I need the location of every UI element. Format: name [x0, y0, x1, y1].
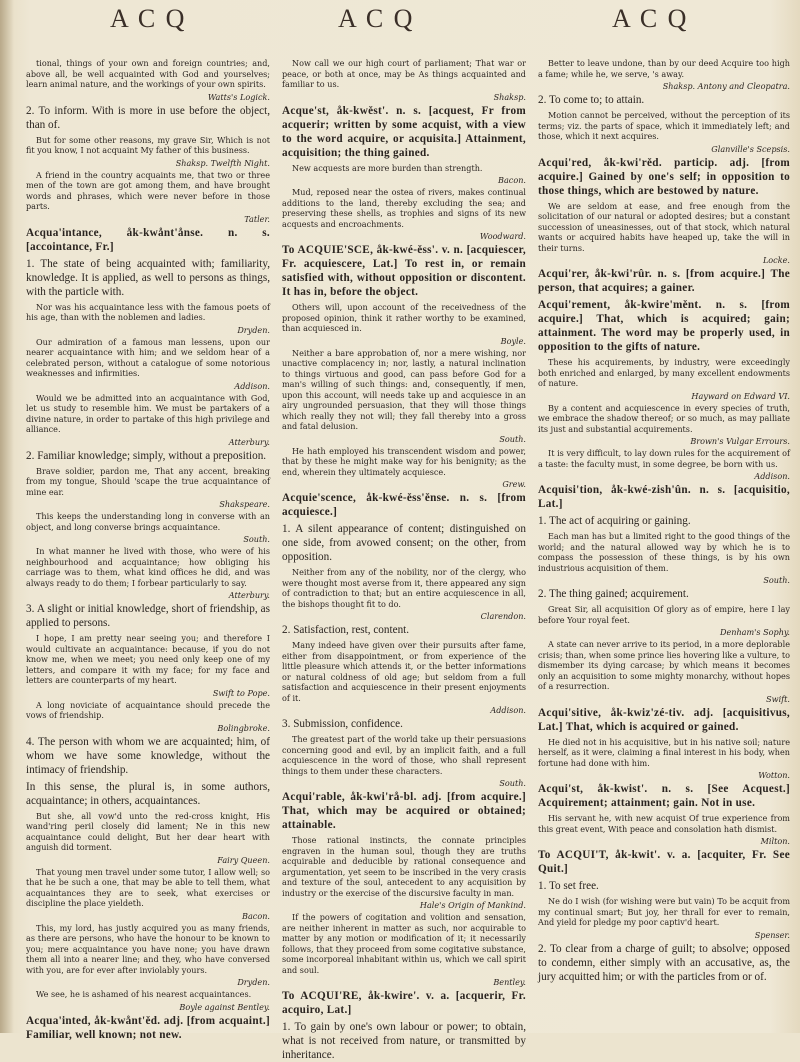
quotation-source: Brown's Vulgar Errours.	[690, 436, 790, 446]
running-head-center: A C Q	[338, 4, 415, 33]
quotation-source: South.	[499, 433, 526, 444]
quotation: Neither a bare approbation of, nor a mere wishing, nor unactive complacency in; nor, lastly, a natural inclination to things virtuous and good, can pass before God for a man's willing of such things: and, consequently, if men, upon this account, will needs take up and acquiesce in an airy ungrounded persuasion, that they will those things which really they not will; they fall thereby into a gross and fatal delusion.	[282, 347, 526, 431]
quotation: A long noviciate of acquaintance should precede the vows of friendship.	[26, 699, 270, 720]
spine-shadow	[0, 0, 14, 1033]
definition: 2. To come to; to attain.	[538, 94, 645, 106]
quotation-source: South.	[763, 575, 790, 585]
definition: 2. Familiar knowledge; simply, without a preposition.	[26, 449, 267, 462]
headword-entry: Acqui'rer, åk-kwi'rûr. n. s. [from acquire.] The person, that acquires; a gainer.	[538, 268, 790, 294]
quotation-source: Dryden.	[237, 977, 270, 987]
quotation-source: Atterbury.	[228, 436, 270, 447]
quotation-source: Bolingbroke.	[217, 722, 270, 733]
quotation: Our admiration of a famous man lessens, upon our nearer acquaintance with him; and we seldom hear of a celebrated person, without a catalogue of some notorious weaknesses and infirmities.	[26, 336, 270, 378]
quotation-source: Fairy Queen.	[217, 854, 270, 865]
quotation-source: Atterbury.	[228, 590, 270, 600]
quotation-source: Shaksp.	[493, 91, 526, 102]
quotation-source: Bentley.	[493, 977, 526, 987]
quotation: A state can never arrive to its period, in a more deplorable crisis; than, when some prince lies hovering like a vulture, to dismember its dying carcase; by which means it becomes only an acquisition to some mighty monarchy, without hopes of a resurrection.	[538, 639, 790, 691]
quotation-source: South.	[499, 778, 526, 788]
quotation-source: Spenser.	[754, 929, 790, 940]
definition: 1. To gain by one's own labour or power; to obtain, what is not received from nature, or transmitted by inheritance.	[282, 1021, 526, 1061]
quotation: He died not in his acquisitive, but in his native soil; nature herself, as it were, claiming a final interest in his body, when fortune had done with him.	[538, 736, 790, 768]
quotation-source: Wotton.	[758, 770, 790, 780]
quotation: Neither from any of the nobility, nor of the clergy, who were thought most averse from it, there appeared any sign of contradiction to that; but an entire acquiescence in all, the bishops thought fit to do.	[282, 567, 526, 609]
quotation-source: Shaksp. Twelfth Night.	[175, 157, 270, 168]
headword-entry: To ACQUI'T, åk-kwit'. v. a. [acquiter, Fr. See Quit.]	[538, 849, 790, 875]
quotation: He hath employed his transcendent wisdom and power, that by these he might make way for his benignity; as the end, wherein they ultimately acquiesce.	[282, 445, 526, 477]
quotation-source: Swift to Pope.	[212, 687, 270, 698]
quotation: Those rational instincts, the connate principles engraven in the human soul, though they are truths acquirable and deducible by rational consequence and argumentation, yet seem to be inscribed in the very crasis and texture of the soul, antecedent to any acquisition by industry or the exercise of the discursive faculty in man.	[282, 835, 526, 898]
quotation: We see, he is ashamed of his nearest acquaintances.	[36, 989, 252, 999]
quotation: If the powers of cogitation and volition and sensation, are neither inherent in matter as such, nor acquirable to matter by any motion or modification of it; it necessarily follows, that they proceed from some cogitative substance, some incorporeal inhabitant within us, which we call spirit and soul.	[282, 912, 526, 975]
headword-entry: Acquie'scence, åk-kwé-ěss'ěnse. n. s. [from acquiesce.]	[282, 492, 526, 518]
running-head-right: A C Q	[612, 4, 689, 33]
definition: 3. Submission, confidence.	[282, 718, 403, 730]
quotation-source: Swift.	[766, 693, 790, 704]
headword-entry: Acqui'rement, åk-kwire'měnt. n. s. [from acquire.] That, which is acquired; gain; attainment. The word may be properly used, in opposition to the gifts of nature.	[538, 299, 790, 353]
quotation: But she, all vow'd unto the red-cross knight, His wand'ring peril closely did lament; Ne in this new acquaintance could delight, But her dear heart with anguish did torment.	[26, 810, 270, 852]
quotation-source: Denham's Sophy.	[719, 627, 790, 637]
running-head-left: A C Q	[110, 4, 187, 33]
quotation: That young men travel under some tutor, I allow well; so that he be such a one, that may be able to tell them, what acquaintances they are to seek, what exercises or discipline the place yieldeth.	[26, 866, 270, 908]
quotation-source: Bacon.	[242, 910, 270, 921]
quotation: Others will, upon account of the receivedness of the proposed opinion, think it rather worthy to be examined, than acquiesced in.	[282, 302, 526, 333]
headword-entry: To ACQUIE'SCE, åk-kwé-ěss'. v. n. [acquiescer, Fr. acquiescere, Lat.] To rest in, or remain satisfied with, without opposition or discontent. It has in, before the object.	[282, 244, 526, 298]
quotation-source: Shaksp. Antony and Cleopatra.	[662, 81, 790, 91]
quotation-source: Watts's Logick.	[207, 91, 270, 102]
definition: 2. To inform. With is more in use before the object, than of.	[26, 104, 270, 131]
definition: 1. A silent appearance of content; distinguished on one side, from avowed consent; on the other, from opposition.	[282, 523, 526, 563]
quotation: By a content and acquiescence in every species of truth, we embrace the shadow thereof; or so much, as may palliate its just and substantial acquirements.	[538, 402, 790, 434]
headword-entry: Acqua'inted, åk-kwånt'ěd. adj. [from acquaint.] Familiar, well known; not new.	[26, 1014, 270, 1041]
quotation-source: South.	[243, 534, 270, 544]
quotation: In what manner he lived with those, who were of his neighbourhood and acquaintance; how obliging his carriage was to them, what kind offices he did, and was always ready to do them; I forbear particularly to say.	[26, 546, 270, 588]
definition: 2. The thing gained; acquirement.	[538, 588, 689, 600]
quotation: Brave soldier, pardon me, That any accent, breaking from my tongue, Should 'scape the true acquaintance of mine ear.	[26, 465, 270, 497]
column-right	[538, 58, 790, 1026]
column-left	[26, 58, 270, 1041]
quotation-source: Boyle against Bentley.	[179, 1001, 270, 1012]
quotation: It is very difficult, to lay down rules for the acquirement of a taste: the faculty must, in some degree, be born with us.	[538, 448, 790, 469]
quotation-source: Addison.	[754, 471, 790, 481]
quotation: We are seldom at ease, and free enough from the solicitation of our natural or adopted desires; but a constant succession of uneasinesses, out of that stock, which natural wants or acquired habits have heaped up, take the will in their turns.	[538, 200, 790, 253]
quotation-source: Dryden.	[237, 324, 270, 335]
headword-entry: Acqua'intance, åk-kwånt'ånse. n. s. [accointance, Fr.]	[26, 226, 270, 253]
headword-entry: Acqui'sitive, åk-kwiz'zé-tiv. adj. [acquisitivus, Lat.] That, which is acquired or gained.	[538, 706, 790, 733]
headword-entry: To ACQUI'RE, åk-kwire'. v. a. [acquerir, Fr. acquiro, Lat.]	[282, 990, 526, 1016]
quotation-source: Addison.	[234, 380, 270, 391]
headword-entry: Acqui'red, åk-kwi'rěd. particip. adj. [from acquire.] Gained by one's self; in opposition to those things, which are bestowed by nature.	[538, 156, 790, 197]
quotation-source: Hale's Origin of Mankind.	[419, 900, 526, 910]
definition: 3. A slight or initial knowledge, short of friendship, as applied to persons.	[26, 603, 270, 629]
headword-entry: Acque'st, åk-kwěst'. n. s. [acquest, Fr from acquerir; written by some acquist, with a view to the word acquire, or acquisita.] Attainment, acquisition; the thing gained.	[282, 104, 526, 159]
quotation: A friend in the country acquaints me, that two or three men of the town are got among them, and have brought words and phrases, which were never before in those parts.	[26, 169, 270, 211]
quotation: This, my lord, has justly acquired you as many friends, as there are persons, who have the honour to be known to you; mere acquaintance you have none; you have drawn them all into a nearer line; and they, who have conversed with you, are for ever after inviolably yours.	[26, 922, 270, 975]
quotation-source: Addison.	[490, 705, 526, 715]
quotation-source: Hayward on Edward VI.	[691, 390, 790, 401]
definition: 1. To set free.	[538, 880, 599, 892]
column-middle	[282, 58, 526, 1061]
headword-entry: Acqui'st, åk-kwist'. n. s. [See Acquest.] Acquirement; attainment; gain. Not in use.	[538, 783, 790, 809]
quotation-source: Bacon.	[498, 175, 526, 185]
quotation-source: Locke.	[762, 255, 790, 265]
headword-entry: Acquisi'tion, åk-kwé-zish'ûn. n. s. [acquisitio, Lat.]	[538, 484, 790, 510]
quotation: His servant he, with new acquist Of true experience from this great event, With peace and consolation hath dismist.	[538, 813, 790, 834]
headword-entry: Acqui'rable, åk-kwi'rå-bl. adj. [from acquire.] That, which may be acquired or obtained; attainable.	[282, 791, 526, 831]
quotation: But for some other reasons, my grave Sir, Which is not fit you know, I not acquaint My father of this business.	[26, 134, 270, 155]
quotation-source: Tatler.	[244, 213, 270, 224]
quotation: The greatest part of the world take up their persuasions concerning good and evil, by an implicit faith, and a full acquiescence in the word of those, who shall represent things to them under these characters.	[282, 734, 526, 776]
quotation-source: Glanville's Scepsis.	[711, 143, 790, 154]
quotation: I hope, I am pretty near seeing you; and therefore I would cultivate an acquaintance: because, if you do not know me, when we meet; you need only keep one of my letters, and compare it with my face; for my face and letters are counterparts of my heart.	[26, 633, 270, 685]
quotation: This keeps the understanding long in converse with an object, and long converse brings acquaintance.	[26, 511, 270, 532]
definition: 4. The person with whom we are acquainted; him, of whom we have some knowledge, without the intimacy of friendship.	[26, 735, 270, 776]
definition: 2. Satisfaction, rest, content.	[282, 624, 410, 636]
quotation: Would we be admitted into an acquaintance with God, let us study to resemble him. We must be partakers of a divine nature, in order to partake of this high privilege and alliance.	[26, 392, 270, 434]
quotation: Mud, reposed near the ostea of rivers, makes continual additions to the land, thereby excluding the sea; and preserving these shells, as trophies and signs of its new acquests and encroachments.	[282, 187, 526, 229]
quotation: Motion cannot be perceived, without the perception of its terms; viz. the parts of space, which it immediately left; and those, which it next acquires.	[538, 110, 790, 141]
quotation-source: Shakspeare.	[219, 499, 270, 509]
definition: 2. To clear from a charge of guilt; to absolve; opposed to condemn, either simply with an accusative, as, the jury acquitted him; or with the particles from or of.	[538, 942, 790, 983]
definition: In this sense, the plural is, in some authors, acquaintance; in others, acquaintances.	[26, 780, 270, 807]
quotation: Nor was his acquaintance less with the famous poets of his age, than with the noblemen and ladies.	[26, 301, 270, 322]
quotation-source: Clarendon.	[480, 611, 526, 621]
definition: 1. The state of being acquainted with; familiarity, knowledge. It is applied, as well to persons as things, with the particle with.	[26, 257, 270, 298]
quotation: Now call we our high court of parliament; That war or peace, or both at once, may be As things acquainted and familiar to us.	[282, 58, 526, 89]
quotation: Ne do I wish (for wishing were but vain) To be acquit from my continual smart; But joy, her thrall for ever to remain, And yield for pledge my poor captiv'd heart.	[538, 896, 790, 927]
quotation: Each man has but a limited right to the good things of the world; and the natural allowed way by which he is to compass the possession of these things, is by his own industrious acquisition of them.	[538, 531, 790, 573]
definition: 1. The act of acquiring or gaining.	[538, 515, 691, 527]
quotation: These his acquirements, by industry, were exceedingly both enriched and enlarged, by many excellent endowments of nature.	[538, 357, 790, 388]
quotation: Many indeed have given over their pursuits after fame, either from disappointment, or from experience of the little pleasure which attends it, or the better informations or natural coldness of old age; but seldom from a full satisfaction and acquiescence in their present enjoyments of it.	[282, 640, 526, 703]
quotation: Great Sir, all acquisition Of glory as of empire, here I lay before Your royal feet.	[538, 604, 790, 625]
quotation: tional, things of your own and foreign countries; and, above all, be well acquainted with God and yourselves; learn animal nature, and the workings of your own spirits.	[26, 58, 270, 89]
quotation: Better to leave undone, than by our deed Acquire too high a fame; while he, we serve, 's away.	[538, 58, 790, 79]
running-head	[0, 4, 800, 44]
quotation-source: Milton.	[760, 836, 790, 846]
quotation: New acquests are more burden than strength.	[292, 162, 483, 173]
quotation-source: Boyle.	[500, 335, 526, 346]
quotation-source: Woodward.	[479, 231, 526, 241]
quotation-source: Grew.	[502, 479, 526, 489]
